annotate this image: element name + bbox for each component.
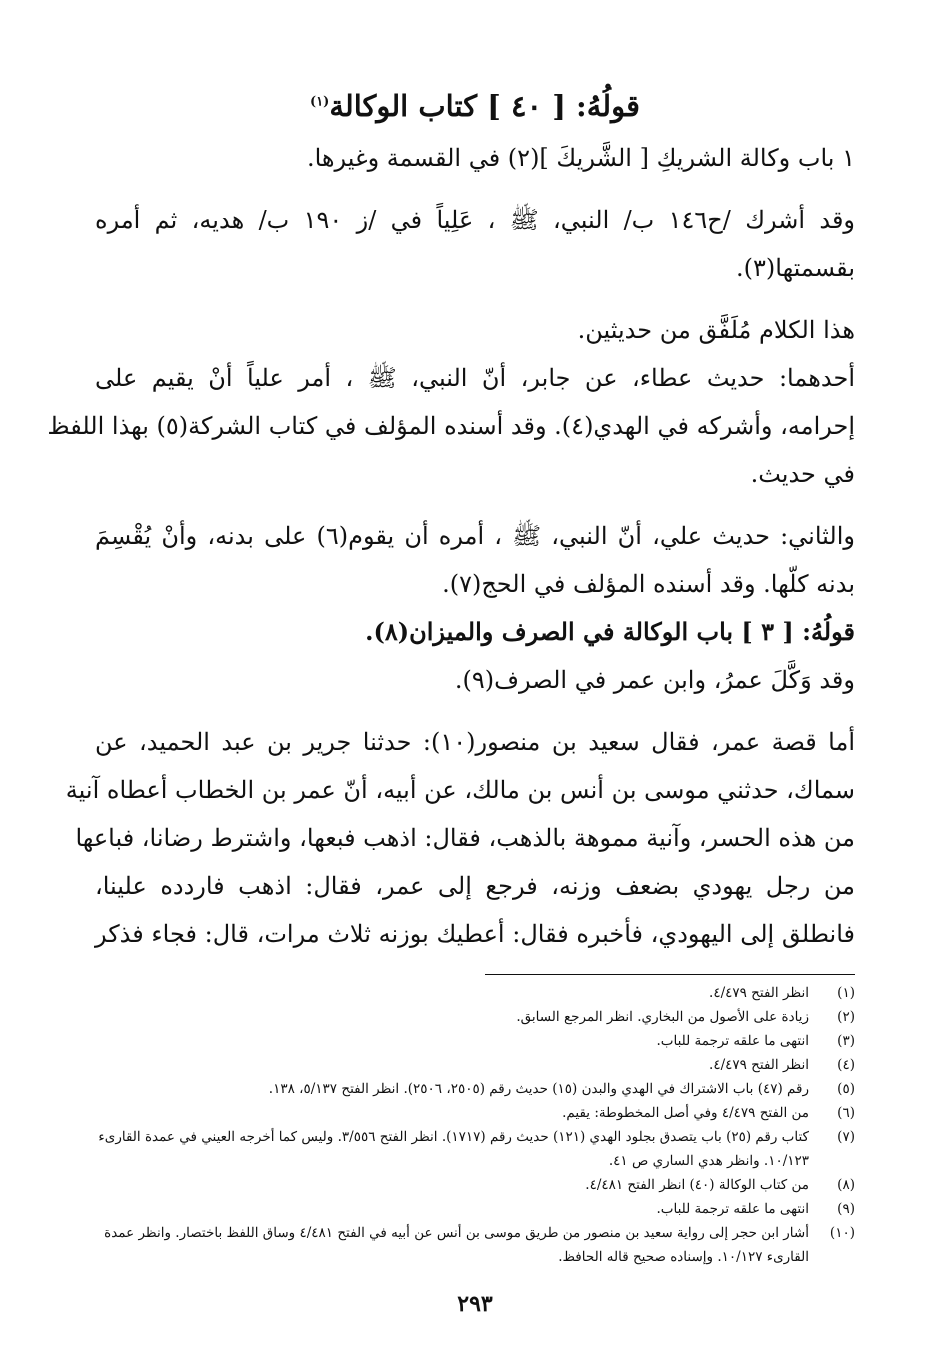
chapter-heading-text: قولُهُ: [ ٤٠ ] كتاب الوكالة: [329, 89, 640, 123]
text-line: من هذه الحسر، وآنية مموهة بالذهب، فقال: اذهب فبعها، واشترط رضانا، فباعها: [75, 824, 855, 852]
footnote-number: (٦): [837, 1105, 855, 1121]
footnote: [95, 981, 855, 1005]
footnote-text: انظر الفتح ٤/٤٧٩.: [709, 1057, 809, 1073]
footnote-text: أشار ابن حجر إلى رواية سعيد بن منصور من طريق موسى بن أنس عن أبيه في الفتح ٤/٤٨١ وساق اللفظ باختصار. وانظر عمدة القارىء ١٠/١٢٧. وإسناده صحيح قاله الحافظ.: [104, 1225, 809, 1265]
chapter-heading: [95, 78, 855, 134]
footnote-text: من كتاب الوكالة (٤٠) انظر الفتح ٤/٤٨١.: [585, 1177, 809, 1193]
text-line: فانطلق إلى اليهودي، فأخبره فقال: أعطيك بوزنه ثلاث مرات، قال: فجاء فذكر: [95, 920, 855, 948]
text-line: وقد وَكَّلَ عمرُ، وابن عمر في الصرف(٩).: [454, 666, 855, 694]
text-line: أحدهما: حديث عطاء، عن جابر، أنّ النبي، ﷺ ، أمر علياً أنْ يقيم على: [95, 364, 855, 392]
footnote: [95, 1053, 855, 1077]
text-line: سماك، حدثني موسى بن أنس بن مالك، عن أبيه، أنّ عمر بن الخطاب أعطاه آنية: [65, 776, 855, 804]
text-line: إحرامه، وأشركه في الهدي(٤). وقد أسنده المؤلف في كتاب الشركة(٥) بهذا اللفظ: [47, 412, 855, 440]
text-line: والثاني: حديث علي، أنّ النبي، ﷺ ، أمره أن يقوم(٦) على بدنه، وأنْ يُقْسِمَ: [95, 522, 855, 550]
footnote: [95, 1197, 855, 1221]
footnote-text: انتهى ما علقه ترجمة للباب.: [656, 1201, 809, 1217]
text-line: بقسمتها(٣).: [736, 254, 855, 282]
footnote-text: كتاب رقم (٢٥) باب يتصدق بجلود الهدي (١٢١) حديث رقم (١٧١٧). انظر الفتح ٣/٥٥٦. وليس كما أخرجه العيني في عمدة القارىء ١٠/١٢٣. وانظر هدي الساري ص ٤١.: [98, 1129, 809, 1169]
heading-note-marker: (١): [310, 94, 330, 110]
footnote-text: انظر الفتح ٤/٤٧٩.: [709, 985, 809, 1001]
footnote-text: من الفتح ٤/٤٧٩ وفي أصل المخطوطة: يقيم.: [562, 1105, 809, 1121]
footnote-number: (٤): [837, 1057, 855, 1073]
book-page: [47, 78, 856, 1317]
footnote-number: (٣): [837, 1033, 855, 1049]
footnote: [95, 1005, 855, 1029]
footnote: [95, 1221, 855, 1269]
footnote-number: (١): [837, 985, 855, 1001]
text-line: في حديث.: [750, 460, 855, 488]
footnote-text: زيادة على الأصول من البخاري. انظر المرجع السابق.: [516, 1009, 809, 1025]
footnote-number: (٢): [837, 1009, 855, 1025]
footnote-number: (٧): [837, 1129, 855, 1145]
footnote-number: (٥): [837, 1081, 855, 1097]
footnote: [95, 1125, 855, 1173]
section-heading: قولُهُ: [ ٣ ] باب الوكالة في الصرف والميزان(٨).: [365, 617, 855, 646]
text-line: وقد أشرك /ح١٤٦ ب/ النبي، ﷺ ، عَلِياً في /ز ١٩٠ ب/ هديه، ثم أمره: [95, 206, 856, 234]
text-line: ١ باب وكالة الشريكِ [ الشَّريكَ ](٢) في القسمة وغيرها.: [306, 144, 855, 172]
text-line: بدنه كلّها. وقد أسنده المؤلف في الحج(٧).: [442, 570, 855, 598]
footnote-text: رقم (٤٧) باب الاشتراك في الهدي والبدن (١٥) حديث رقم (٢٥٠٥، ٢٥٠٦). انظر الفتح ٥/١٣٧، ١٣٨.: [268, 1081, 809, 1097]
footnote-text: انتهى ما علقه ترجمة للباب.: [656, 1033, 809, 1049]
footnote-number: (١٠): [829, 1225, 855, 1241]
text-line: أما قصة عمر، فقال سعيد بن منصور(١٠): حدثنا جرير بن عبد الحميد، عن: [95, 728, 856, 756]
text-line: من رجل يهودي بضعف وزنه، فرجع إلى عمر، فقال: اذهب فاردده علينا،: [95, 872, 855, 900]
footnotes: [95, 981, 855, 1269]
text-line: هذا الكلام مُلَفَّق من حديثين.: [577, 316, 855, 344]
footnote-divider: [485, 974, 855, 975]
footnote-number: (٨): [837, 1177, 855, 1193]
footnote: [95, 1077, 855, 1101]
footnote: [95, 1173, 855, 1197]
page-number: ٢٩٣: [457, 1291, 493, 1317]
footnote-number: (٩): [837, 1201, 855, 1217]
footnote: [95, 1101, 855, 1125]
footnote: [95, 1029, 855, 1053]
